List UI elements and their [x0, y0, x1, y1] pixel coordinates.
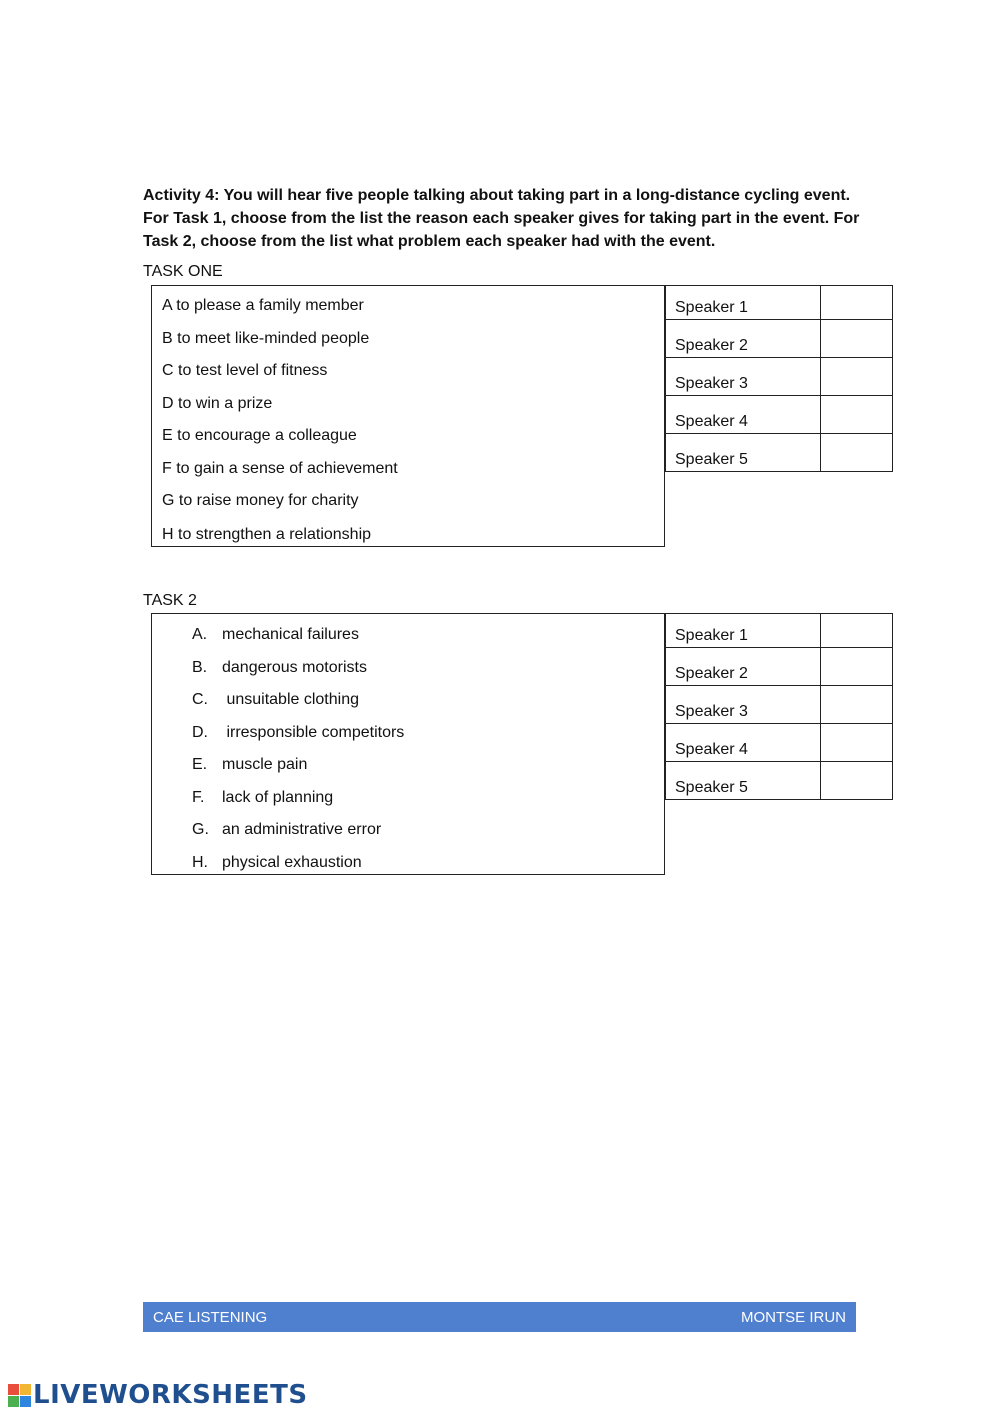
answer-cell[interactable] [821, 686, 893, 724]
list-item [152, 854, 664, 874]
list-item [152, 724, 664, 744]
speaker-label: Speaker 3 [666, 358, 821, 396]
option-text: dangerous motorists [222, 659, 367, 676]
answer-cell[interactable] [821, 286, 893, 320]
activity-instructions: Activity 4: You will hear five people talking about taking part in a long-distance cycling event. For Task 1, choose from the list the reason each speaker gives for taking part in the event. For Task 2, choose from the list what problem each speaker had with the event. [143, 187, 860, 250]
logo-block [20, 1396, 31, 1407]
footer-right-text: MONTSE IRUN [741, 1308, 846, 1326]
task1-option: G to raise money for charity [162, 492, 359, 509]
answer-cell[interactable] [821, 358, 893, 396]
speaker-label: Speaker 5 [666, 434, 821, 472]
task1-option: C to test level of fitness [162, 362, 328, 379]
list-item [152, 659, 664, 679]
table-row [666, 286, 893, 320]
answer-cell[interactable] [821, 320, 893, 358]
option-letter: D. [192, 724, 208, 741]
answer-cell[interactable] [821, 762, 893, 800]
option-text: lack of planning [222, 789, 334, 806]
task1-option: B to meet like-minded people [162, 330, 370, 347]
table-row [666, 320, 893, 358]
speaker-label: Speaker 5 [666, 762, 821, 800]
task2-answer-input-5[interactable] [821, 780, 892, 799]
option-letter: F. [192, 789, 205, 806]
logo-block [8, 1396, 19, 1407]
table-row [666, 434, 893, 472]
speaker-label: Speaker 4 [666, 396, 821, 434]
task1-option: H to strengthen a relationship [162, 526, 372, 543]
logo-text: LIVEWORKSHEETS [33, 1380, 308, 1410]
logo-block [8, 1384, 19, 1395]
table-row [666, 724, 893, 762]
task1-option: A to please a family member [162, 297, 364, 314]
option-text: an administrative error [222, 821, 382, 838]
task2-answer-input-3[interactable] [821, 704, 892, 723]
option-text: irresponsible competitors [222, 724, 405, 741]
option-text: physical exhaustion [222, 854, 362, 871]
task1-speaker-table [665, 285, 893, 472]
option-letter: A. [192, 626, 208, 643]
logo-blocks-icon [8, 1384, 31, 1407]
speaker-label: Speaker 2 [666, 320, 821, 358]
option-text: unsuitable clothing [222, 691, 359, 708]
list-item [152, 789, 664, 809]
answer-cell[interactable] [821, 396, 893, 434]
task1-option: E to encourage a colleague [162, 427, 357, 444]
task2-answer-input-1[interactable] [821, 628, 892, 647]
table-row [666, 614, 893, 648]
task1-option: D to win a prize [162, 395, 273, 412]
table-row [666, 648, 893, 686]
option-letter: C. [192, 691, 208, 708]
option-letter: H. [192, 854, 208, 871]
footer-left-text: CAE LISTENING [153, 1308, 268, 1326]
task2-speaker-table [665, 613, 893, 800]
task1-option: F to gain a sense of achievement [162, 460, 398, 477]
list-item [152, 821, 664, 841]
answer-cell[interactable] [821, 434, 893, 472]
task1-answer-input-2[interactable] [821, 338, 892, 357]
option-letter: B. [192, 659, 208, 676]
answer-cell[interactable] [821, 614, 893, 648]
table-row [666, 686, 893, 724]
task2-options-box [151, 613, 665, 875]
task2-answer-input-2[interactable] [821, 666, 892, 685]
option-text: mechanical failures [222, 626, 359, 643]
option-text: muscle pain [222, 756, 308, 773]
option-letter: E. [192, 756, 208, 773]
liveworksheets-logo[interactable] [8, 1380, 308, 1410]
task1-answer-input-4[interactable] [821, 414, 892, 433]
task1-label: TASK ONE [143, 263, 223, 280]
task1-answer-input-5[interactable] [821, 452, 892, 471]
task1-answer-input-3[interactable] [821, 376, 892, 395]
list-item [152, 756, 664, 776]
answer-cell[interactable] [821, 648, 893, 686]
speaker-label: Speaker 3 [666, 686, 821, 724]
speaker-label: Speaker 1 [666, 286, 821, 320]
table-row [666, 762, 893, 800]
footer-bar [143, 1302, 856, 1332]
answer-cell[interactable] [821, 724, 893, 762]
task1-options-box [151, 285, 665, 547]
option-letter: G. [192, 821, 209, 838]
logo-block [20, 1384, 31, 1395]
list-item [152, 626, 664, 646]
speaker-label: Speaker 4 [666, 724, 821, 762]
list-item [152, 691, 664, 711]
speaker-label: Speaker 1 [666, 614, 821, 648]
task2-answer-input-4[interactable] [821, 742, 892, 761]
task2-label: TASK 2 [143, 592, 197, 609]
table-row [666, 358, 893, 396]
task1-answer-input-1[interactable] [821, 300, 892, 319]
table-row [666, 396, 893, 434]
speaker-label: Speaker 2 [666, 648, 821, 686]
